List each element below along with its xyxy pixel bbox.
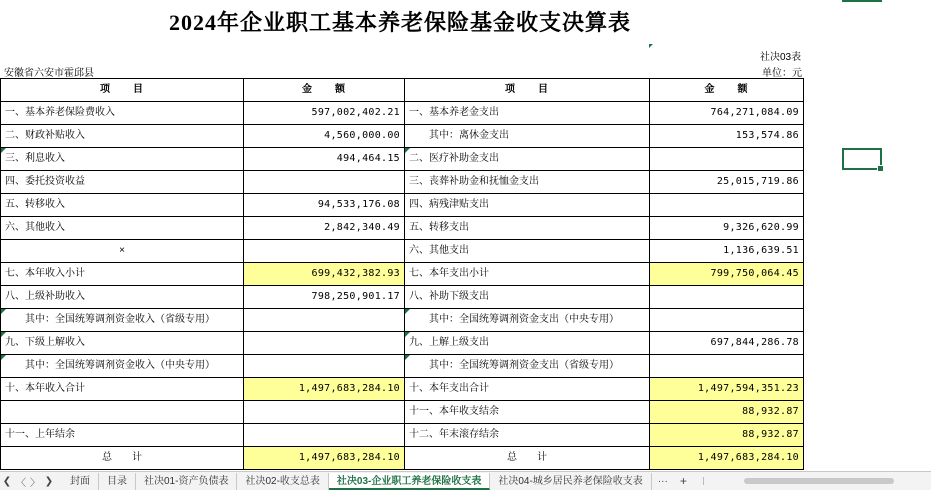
table-row [1,286,804,309]
expense-amount-text: 25,015,719.86 [716,176,799,187]
income-amount-cell[interactable] [244,194,405,217]
expense-item-text: 六、其他支出 [409,245,469,256]
header-amount-left[interactable]: 金 额 [244,79,405,102]
income-amount-cell[interactable] [244,378,405,401]
income-item-text: 三、利息收入 [5,153,65,164]
expense-amount-text: 88,932.87 [742,406,799,417]
expense-amount-text: 9,326,620.99 [723,222,799,233]
income-item-text: 七、本年收入小计 [5,268,85,279]
cell-comment-marker [1,332,6,337]
expense-amount-text: 764,271,084.09 [710,107,799,118]
table-row [1,355,804,378]
expense-amount-cell[interactable] [650,309,804,332]
expense-item-text: 其中：全国统筹调剂资金支出（中央专用） [429,314,619,325]
report-title: 2024年企业职工基本养老保险基金收支决算表 [168,10,631,35]
income-item-cell[interactable] [1,309,244,332]
more-sheets-icon[interactable]: ··· [657,475,668,487]
income-item-cell[interactable] [1,355,244,378]
expense-item-cell[interactable] [405,240,650,263]
expense-item-text: 二、医疗补助金支出 [409,153,499,164]
header-item-right[interactable]: 项 目 [405,79,650,102]
income-amount-cell[interactable] [244,148,405,171]
table-header-row [1,79,804,102]
budget-table [0,78,804,470]
table-row [1,378,804,401]
header-amount-right[interactable]: 金 额 [650,79,804,102]
table-row [1,401,804,424]
income-item-cell[interactable] [1,102,244,125]
expense-item-cell[interactable] [405,125,650,148]
expense-item-cell[interactable] [405,194,650,217]
table-row [1,263,804,286]
expense-item-text: 四、病残津贴支出 [409,199,489,210]
expense-item-cell[interactable] [405,401,650,424]
income-item-cell[interactable] [1,401,244,424]
expense-item-cell[interactable] [405,424,650,447]
expense-amount-text: 153,574.86 [735,130,799,141]
table-row [1,424,804,447]
income-item-text: 十一、上年结余 [5,429,75,440]
expense-item-text: 其中：全国统筹调剂资金支出（省级专用） [429,360,619,371]
income-item-cell[interactable] [1,263,244,286]
expense-amount-cell[interactable] [650,102,804,125]
expense-amount-cell[interactable] [650,194,804,217]
region-label: 安徽省六安市霍邱县 [4,68,94,79]
income-amount-cell[interactable] [244,171,405,194]
expense-item-cell[interactable] [405,378,650,401]
expense-amount-cell[interactable] [650,263,804,286]
cell-comment-marker [405,332,410,337]
sheet-tab[interactable]: 封面 [62,473,99,490]
expense-item-cell[interactable] [405,217,650,240]
expense-amount-cell[interactable] [650,240,804,263]
cell-comment-marker [1,148,6,153]
income-amount-text: 798,250,901.17 [311,291,400,302]
expense-item-text: 总 计 [507,452,547,463]
next-sheet-nav-icon[interactable]: 〉 [30,477,40,489]
expense-item-text: 五、转移支出 [409,222,469,233]
sheet-tab[interactable]: 社决01-资产负债表 [136,473,237,490]
expense-amount-cell[interactable] [650,424,804,447]
horizontal-scrollbar[interactable] [703,477,925,485]
income-item-text: 五、转移收入 [5,199,65,210]
expense-amount-text: 799,750,064.45 [710,268,799,279]
income-amount-cell[interactable] [244,447,405,470]
income-item-text: × [119,245,125,256]
expense-amount-text: 1,497,683,284.10 [697,452,799,463]
income-item-cell[interactable] [1,378,244,401]
table-row [1,171,804,194]
income-amount-cell[interactable] [244,309,405,332]
income-amount-cell[interactable] [244,240,405,263]
table-row [1,102,804,125]
income-amount-text: 597,002,402.21 [311,107,400,118]
income-amount-text: 699,432,382.93 [311,268,400,279]
expense-amount-cell[interactable] [650,171,804,194]
expense-item-cell[interactable] [405,332,650,355]
income-amount-text: 94,533,176.08 [317,199,400,210]
expense-amount-cell[interactable] [650,332,804,355]
expense-item-cell[interactable] [405,102,650,125]
expense-item-text: 七、本年支出小计 [409,268,489,279]
column-selection-indicator [842,0,882,2]
expense-amount-cell[interactable] [650,148,804,171]
table-row [1,194,804,217]
expense-item-text: 十一、本年收支结余 [409,406,499,417]
prev-sheet-nav-icon[interactable]: 〈 [16,477,26,489]
expense-amount-cell[interactable] [650,401,804,424]
cell-comment-marker [405,309,410,314]
sheet-tab[interactable]: 社决04-城乡居民养老保险收支表 [490,473,651,490]
last-sheet-nav-icon[interactable]: ❯ [44,475,54,487]
expense-amount-text: 1,136,639.51 [723,245,799,256]
income-item-text: 十、本年收入合计 [5,383,85,394]
income-item-cell[interactable] [1,424,244,447]
income-item-cell[interactable] [1,240,244,263]
expense-amount-cell[interactable] [650,355,804,378]
expense-item-cell[interactable] [405,171,650,194]
expense-amount-text: 697,844,286.78 [710,337,799,348]
expense-item-text: 十二、年末滚存结余 [409,429,499,440]
income-item-cell[interactable] [1,125,244,148]
income-amount-cell[interactable] [244,217,405,240]
income-amount-text: 1,497,683,284.10 [298,383,400,394]
cell-comment-marker [649,44,653,48]
expense-item-cell[interactable] [405,263,650,286]
header-item-left[interactable]: 项 目 [1,79,244,102]
expense-item-cell[interactable] [405,148,650,171]
income-amount-cell[interactable] [244,332,405,355]
sheet-tab[interactable]: 目录 [99,473,136,490]
sheet-tab[interactable]: 社决03-企业职工养老保险收支表 [329,473,490,490]
income-item-text: 八、上级补助收入 [5,291,85,302]
table-row [1,148,804,171]
expense-item-cell[interactable] [405,355,650,378]
active-cell-selection[interactable] [842,148,882,170]
expense-item-text: 九、上解上级支出 [409,337,489,348]
income-item-text: 总 计 [102,452,142,463]
income-amount-cell[interactable] [244,102,405,125]
cell-comment-marker [1,355,6,360]
income-amount-text: 494,464.15 [336,153,400,164]
expense-amount-cell[interactable] [650,378,804,401]
expense-item-cell[interactable] [405,309,650,332]
income-item-cell[interactable] [1,194,244,217]
unit-label: 单位：元 [762,68,802,79]
expense-item-text: 十、本年支出合计 [409,383,489,394]
expense-amount-text: 1,497,594,351.23 [697,383,799,394]
income-amount-text: 1,497,683,284.10 [298,452,400,463]
income-item-text: 其中：全国统筹调剂资金收入（中央专用） [25,360,215,371]
fill-handle[interactable] [877,165,884,172]
income-amount-cell[interactable] [244,355,405,378]
income-item-text: 四、委托投资收益 [5,176,85,187]
expense-item-cell[interactable] [405,447,650,470]
income-amount-cell[interactable] [244,286,405,309]
table-row [1,240,804,263]
income-item-text: 一、基本养老保险费收入 [5,107,115,118]
expense-amount-cell[interactable] [650,447,804,470]
scrollbar-thumb[interactable] [744,478,894,484]
income-amount-cell[interactable] [244,424,405,447]
income-item-cell[interactable] [1,217,244,240]
expense-item-cell[interactable] [405,286,650,309]
table-row [1,125,804,148]
income-item-cell[interactable] [1,447,244,470]
cell-comment-marker [405,148,410,153]
expense-amount-cell[interactable] [650,217,804,240]
expense-item-text: 其中：离休金支出 [429,130,509,141]
expense-item-text: 八、补助下级支出 [409,291,489,302]
income-item-cell[interactable] [1,148,244,171]
sheet-tab-bar [0,471,931,490]
total-row [1,447,804,470]
income-amount-cell[interactable] [244,401,405,424]
income-item-cell[interactable] [1,286,244,309]
expense-item-text: 三、丧葬补助金和抚恤金支出 [409,176,539,187]
cell-comment-marker [405,355,410,360]
table-row [1,217,804,240]
add-sheet-icon[interactable]: + [679,474,687,488]
income-amount-text: 4,560,000.00 [324,130,400,141]
income-item-cell[interactable] [1,332,244,355]
income-amount-text: 2,842,340.49 [324,222,400,233]
table-row [1,309,804,332]
form-code: 社决03表 [760,52,802,63]
income-item-text: 九、下级上解收入 [5,337,85,348]
income-item-cell[interactable] [1,171,244,194]
income-item-text: 六、其他收入 [5,222,65,233]
sheet-tab[interactable]: 社决02-收支总表 [237,473,328,490]
income-amount-cell[interactable] [244,263,405,286]
expense-amount-text: 88,932.87 [742,429,799,440]
income-amount-cell[interactable] [244,125,405,148]
expense-item-text: 一、基本养老金支出 [409,107,499,118]
expense-amount-cell[interactable] [650,125,804,148]
table-row [1,332,804,355]
first-sheet-nav-icon[interactable]: ❮ [2,475,12,487]
cell-comment-marker [1,309,6,314]
expense-amount-cell[interactable] [650,286,804,309]
income-item-text: 其中：全国统筹调剂资金收入（省级专用） [25,314,215,325]
income-item-text: 二、财政补贴收入 [5,130,85,141]
